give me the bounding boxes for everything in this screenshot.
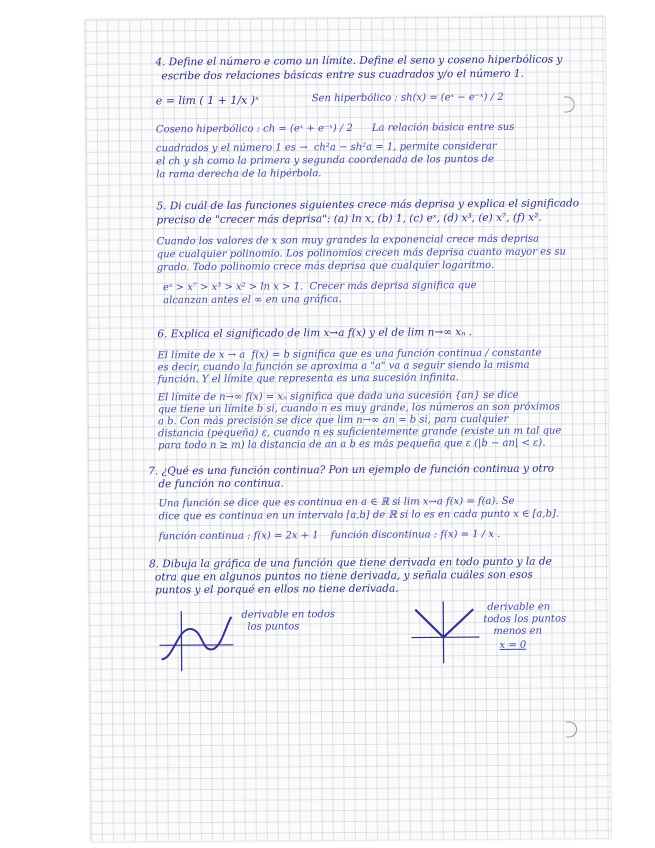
abs-value-graph	[407, 597, 481, 668]
discontinuous-example: función discontinua : f(x) = 1 / x .	[330, 528, 501, 542]
q6-answer-line: para todo n ≥ m) la distancia de an a b es más pequeña que ε (|b − an| < ε).	[158, 437, 546, 452]
q6-answer-line: El límite de x → a f(x) = b significa que es una función continua / constante	[157, 347, 542, 362]
q6-answer-line: es decir, cuando la función se aproxima a "a" va a seguir siendo la misma	[157, 359, 530, 374]
graph-paper-page	[85, 16, 611, 842]
q7-title-line: de función no continua.	[158, 477, 284, 491]
q6-answer-line: distancia (pequeña) ε, cuando n es suficientemente grande (existe un m tal que	[157, 425, 562, 440]
q4-answer-line: la rama derecha de la hipérbola.	[156, 168, 322, 181]
right-graph-caption: todos los puntos	[483, 613, 567, 626]
left-graph-caption: los puntos	[247, 621, 300, 633]
q7-answer-line: Una función se dice que es continua en a ∈ ℝ si lim x→a f(x) = f(a). Se	[158, 495, 515, 510]
right-graph-caption: x = 0	[499, 639, 527, 651]
right-graph-caption: derivable en	[487, 601, 551, 614]
q5-answer-line: Cuando los valores de x son muy grandes la exponencial crece más deprisa	[156, 233, 540, 248]
q6-title: 6. Explica el significado de lim x→a f(x) y el de lim n→∞ xₙ .	[157, 326, 473, 341]
q6-answer-line: función. Y el límite que representa es una sucesión infinita.	[157, 372, 459, 386]
q5-title-line: 5. Di cuál de las funciones siguientes crece más deprisa y explica el significado	[156, 197, 580, 213]
q4-answer-line: cuadrados y el número 1 es → ch²a − sh²a = 1, permite considerar	[156, 140, 497, 155]
question-4	[85, 16, 605, 181]
q6-answer-line: a b. Con más precisión se dice que lim n→∞ an = b si, para cualquier	[157, 413, 509, 428]
growth-ordering: eˣ > x⁷ > x³ > x² > ln x > 1. Crecer más deprisa significa que	[162, 280, 477, 294]
q7-answer-line: dice que es continua en un intervalo [a,b] de ℝ si lo es en cada punto x ∈ [a,b].	[158, 508, 560, 523]
corner-curve	[415, 609, 473, 637]
q4-answer-line: el ch y sh como la primera y segunda coordenada de los puntos de	[156, 153, 494, 168]
q4-title-line: escribe dos relaciones básicas entre sus cuadrados y/o el número 1.	[161, 67, 524, 83]
q8-title-line: 8. Dibuja la gráfica de una función que tiene derivada en todo punto y la de	[148, 555, 552, 571]
binder-ring-mark	[566, 721, 577, 737]
smooth-curve	[161, 617, 231, 659]
right-graph-caption: menos en	[493, 625, 542, 637]
sinh-formula: Sen hiperbólico : sh(x) = (eˣ − e⁻ˣ) / 2	[311, 91, 504, 105]
x-axis	[160, 645, 234, 646]
q6-answer-line: El límite de n→∞ f(x) = xₙ significa que dada una sucesión {an} se dice	[157, 389, 519, 404]
q5-answer-line: grado. Todo polinomio crece más deprisa que cualquier logaritmo.	[156, 259, 495, 274]
e-limit-formula: e = lim ( 1 + 1/x )ˣ	[155, 93, 260, 108]
q4-title-line: 4. Define el número e como un límite. Define el seno y coseno hiperbólicos y	[155, 53, 563, 69]
continuous-example: función continua : f(x) = 2x + 1	[158, 530, 319, 543]
binder-ring-mark	[564, 96, 575, 112]
cosh-formula: Coseno hiperbólico : ch = (eˣ + e⁻ˣ) / 2 La relación básica entre sus	[155, 121, 515, 136]
smooth-function-graph	[155, 607, 235, 678]
q7-title-line: 7. ¿Qué es una función continua? Pon un ejemplo de función continua y otro	[148, 462, 555, 478]
q5-answer-line: que cualquier polinomio. Los polinomios crecen más deprisa cuanto mayor es su	[156, 246, 566, 261]
q8-title-line: puntos y el porqué en ellos no tiene derivada.	[155, 582, 399, 597]
q6-answer-line: que tiene un límite b si, cuando n es muy grande, los números an son próximos	[157, 401, 560, 416]
left-graph-caption: derivable en todos	[241, 609, 336, 621]
q5-title-line: preciso de "crecer más deprisa": (a) ln x, (b) 1, (c) eˣ, (d) x³, (e) x⁷, (f) x².	[156, 211, 542, 227]
q8-title-line: otra que en algunos puntos no tiene derivada, y señala cuáles son esos	[154, 568, 533, 584]
growth-ordering-cont: alcanzan antes el ∞ en una gráfica.	[163, 294, 342, 307]
